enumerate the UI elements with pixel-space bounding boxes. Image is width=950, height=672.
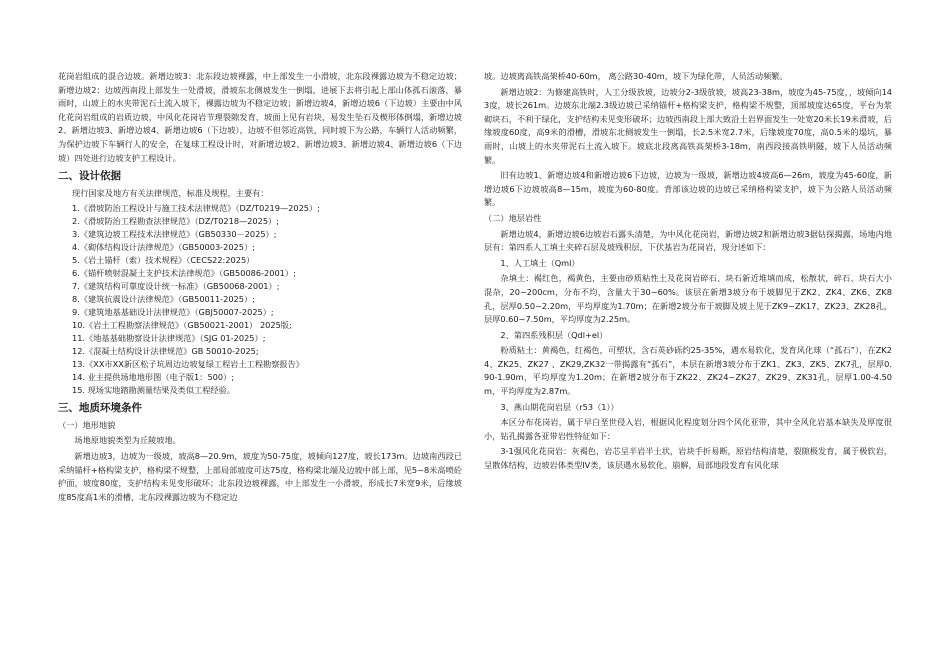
reference-item: 3.《建筑边坡工程技术法律规范》（GB50330－2025）; [72, 228, 277, 239]
reference-item: 12.《混凝土结构设计法律规范》GB 50010-2025; [72, 345, 259, 356]
right-column [484, 70, 892, 475]
old-slope-paragraph: 旧有边坡1、新增边坡4和新增边坡6下边坡，边坡为一级坡，新增边坡4坡高6—26m，坡度为45-60度，新增边坡6下边坡坡高8—15m，坡度为60-80度。背部该边坡的边坡已采纳格构梁支护，坡下为公路人员活动频繁。 [484, 170, 892, 208]
granite-layer-intro: 本区分布花岗岩，属于早白垩世侵入岩，根据风化程度划分四个风化亚带，其中全风化岩基本缺失及厚度很小，钻孔揭露各亚带岩性特征如下： [484, 417, 892, 441]
fill-layer-text: 杂填土：褐红色，褐黄色，主要由砂质粘性土及花岗岩碎石、块石新近堆填而成，松散状，碎石、块石大小混杂，20~200cm，分布不均，含量大于30~60%。该层在新增3坡分布于坡脚见于ZK2、ZK4、ZK6、ZK8孔，层厚0.50~2.20m，平均厚度为1.70m；在新增2坡分布于坡脚及坡上见于ZK9~ZK17、ZK23、ZK28孔，层厚0.60~7.50m，平均厚度为2.25m。 [484, 273, 892, 325]
residual-layer-title: 2、第四系残积层（Qdl+el） [500, 329, 608, 340]
reference-item: 13.《XX市XX新区松子坑周边边坡复绿工程岩土工程勘察报告》 [72, 358, 304, 369]
reference-item: 14. 业主提供场地地形图（电子版1：500）; [72, 371, 235, 382]
reference-item: 15. 现场实地踏勘测量结果及类似工程经验。 [72, 384, 235, 395]
reference-item: 2.《滑坡防治工程勘查法律规范》（DZ/T0218—2025）; [72, 215, 280, 226]
reference-list [58, 202, 462, 397]
reference-item: 4.《砌体结构设计法律规范》（GB50003-2025）; [72, 241, 255, 252]
section-geology-title: 三、地质环境条件 [58, 401, 142, 414]
slope2-paragraph: 新增边坡2：为修建高铁时，人工分级放坡，边坡分2-3级放坡，坡高23-38m，坡度为45-75度，，坡倾向143度，坡长261m。边坡东北端2.3级边坡已采纳锚杆+格构梁支护，格构梁不规整，顶部坡度达65度，平台为浆砌块石，不利于绿化，支护结构未见变形破坏；边坡西南段上部大致沿土岩界面发生一处宽20米长19米滑坡，后缘坡度60度，高9米的滑槽，滑坡东北侧坡发生一倒塌，长2.5米宽2.7米，后缘坡度70度，高0.5米的塌坑，暴雨时，山坡上的水夹带泥石土流入坡下。坡底北段离高铁高架桥3-18m，南西段接高铁明隧，坡下人员活动频繁。 [484, 86, 892, 165]
slope3-continuation: 坡。边坡离高铁高架桥40-60m， 离公路30-40m，坡下为绿化带，人员活动频繁。 [484, 71, 788, 81]
slope3-paragraph: 新增边坡3，边坡为一级坡，坡高8—20.9m，坡度为50-75度，坡倾向127度，坡长173m。边坡南西段已采纳锚杆+格构梁支护，格构梁不规整，上部局部坡度可达75度，格构梁北端及边坡中部上部，见5~8米高喷砼护面，坡度80度，支护结构未见变形破坏；北东段边坡裸露，中上部发生一小滑坡，形成长7米宽9米，后缘坡度85度高1米的滑槽，北东段裸露边坡为不稳定边 [58, 450, 462, 502]
reference-item: 8.《建筑抗震设计法律规范》（GB50011-2025）; [72, 293, 255, 304]
reference-item: 6.《锚杆喷射混凝土支护技术法律规范》（GB50086-2001）; [72, 267, 296, 278]
section-design-basis-title: 二、设计依据 [58, 170, 121, 183]
design-basis-intro: 现行国家及地方有关法律规范，标准及规程，主要有： [72, 188, 269, 199]
residual-layer-text: 粉质粘土：黄褐色，红褐色，可塑状，含石英砂砾约25-35%，遇水易软化，发育风化球（“孤石”），在ZK24、ZK25、ZK27 、ZK29,ZK32一带揭露有“孤石”，本层在新增3坡分布于ZK1、ZK3、ZK5、ZK7孔，层厚0.90-1.90m，平均厚度为1.20m；在新增2坡分布于ZK22、ZK24~ZK27、ZK29、ZK31孔，层厚1.00-4.50m，平均厚度为2.87m。 [484, 345, 892, 397]
reference-item: 11.《地基基础勘察设计法律规范》（SJG 01-2025）; [72, 332, 266, 343]
subsection-strata-title: （二）地层岩性 [484, 212, 542, 223]
reference-item: 10.《岩土工程勘察法律规范》（GB50021-2001） 2025版; [72, 319, 292, 330]
slope-summary-paragraph: 花岗岩组成的混合边坡。新增边坡3：北东段边坡裸露，中上部发生一小滑坡，北东段裸露边坡为不稳定边坡；新增边坡2：边坡西南段上部发生一处滑坡，滑坡东北侧坡发生一倒塌，进展下去将引起上部山体孤石滚落，暴雨时，山坡上的水夹带泥石土流入坡下，裸露边坡为不稳定边坡；新增边坡4，新增边坡6（下边坡）主要由中风化花岗岩组成的岩质边坡，中风化花岗岩节理裂隙发育，坡面上见有岩块，易发生坠石及楔形体倒塌，新增边坡2、新增边坡3、新增边坡4、新增边坡6（下边坡），边坡不但邻近高铁，同时坡下为公路，车辆行人活动频繁，为保护边坡下车辆行人的安全，在复球工程设计时，对新增边坡2、新增边坡3、新增边坡4、新增边坡6（下边坡）四处进行边坡支护工程设计。 [58, 71, 462, 163]
fill-layer-title: 1、人工填土（Qml） [500, 257, 580, 268]
topography-intro: 场地原地貌类型为丘陵坡地。 [74, 435, 181, 446]
granite-layer-title: 3、燕山期花岗岩层（r53（1）） [500, 401, 619, 412]
subsection-topography-title: （一）地形地貌 [58, 419, 116, 430]
reference-item: 1.《滑坡防治工程设计与施工技术法律规范》（DZ/T0219—2025）; [72, 202, 320, 213]
reference-item: 9.《建筑地基基础设计法律规范》（GBJ50007-2025）; [72, 306, 274, 317]
strata-intro: 新增边坡4，新增边坡6边坡岩石露头清楚，为中风化花岗岩，新增边坡2和新增边坡3据钻探揭露，场地内地层有：第四系人工填土夹碎石层及坡残积层，下伏基岩为花岗岩，现分述如下： [484, 228, 892, 253]
left-column [58, 70, 462, 506]
strongly-weathered-granite-text: 3-1强风化花岗岩：灰褐色，岩芯呈半岩半土状，岩块手折易断，原岩结构清楚，裂隙极发育，属于极软岩，呈散体结构，边坡岩体类型IV类，该层遇水易软化、崩解，局部地段发育有风化球 [484, 446, 892, 471]
reference-item: 7.《建筑结构可靠度设计统一标准》（GB50068-2001）; [72, 280, 280, 291]
reference-item: 5.《岩土锚杆（索）技术规程》（CECS22:2025） [72, 254, 255, 265]
